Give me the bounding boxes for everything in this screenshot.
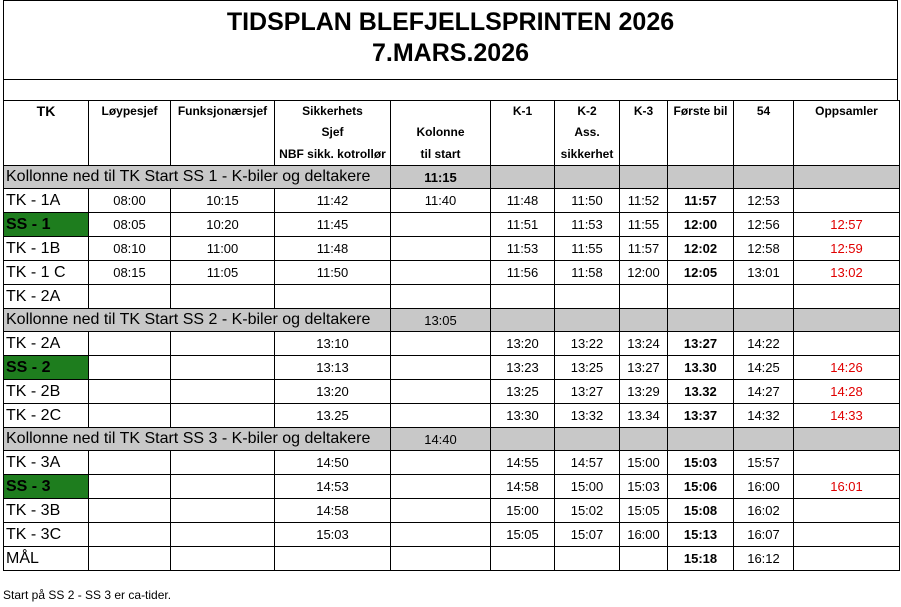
k1-cell	[491, 285, 555, 309]
table-row	[4, 404, 900, 428]
kolonne-cell	[391, 523, 491, 547]
loypesjef-cell: 08:15	[89, 261, 171, 285]
c54-cell	[734, 285, 794, 309]
group-cell	[620, 428, 668, 451]
schedule-table	[3, 100, 900, 571]
group-cell	[734, 166, 794, 189]
group-label: Kollonne ned til TK Start SS 2 - K-biler og deltakere	[4, 309, 391, 332]
k1-cell: 15:05	[491, 523, 555, 547]
group-cell	[734, 309, 794, 332]
sikkerhet-cell: 13:10	[275, 332, 391, 356]
funksjonaersjef-cell	[171, 380, 275, 404]
group-cell	[734, 428, 794, 451]
k1-cell: 13:25	[491, 380, 555, 404]
k1-cell	[491, 547, 555, 571]
c54-cell: 15:57	[734, 451, 794, 475]
group-cell	[620, 309, 668, 332]
sikkerhet-cell: 14:50	[275, 451, 391, 475]
group-row	[4, 166, 900, 189]
funksjonaersjef-cell	[171, 547, 275, 571]
k2-cell: 13:25	[555, 356, 620, 380]
header-til-start: til start	[391, 143, 491, 166]
k2-cell: 11:58	[555, 261, 620, 285]
forste-bil-cell: 13.32	[668, 380, 734, 404]
header-ass: Ass.	[555, 121, 620, 143]
k3-cell: 13.34	[620, 404, 668, 428]
table-row	[4, 285, 900, 309]
k3-cell: 11:57	[620, 237, 668, 261]
oppsamler-cell: 16:01	[794, 475, 900, 499]
group-row	[4, 309, 900, 332]
oppsamler-cell	[794, 547, 900, 571]
kolonne-cell	[391, 332, 491, 356]
header-tk: TK	[4, 101, 89, 122]
group-cell	[491, 428, 555, 451]
table-row	[4, 213, 900, 237]
header-kolonne-blank	[391, 101, 491, 122]
kolonne-cell	[391, 213, 491, 237]
table-row	[4, 451, 900, 475]
group-row	[4, 428, 900, 451]
tk-cell: SS - 1	[4, 213, 89, 237]
loypesjef-cell: 08:10	[89, 237, 171, 261]
forste-bil-cell: 12:05	[668, 261, 734, 285]
table-row	[4, 475, 900, 499]
group-cell	[668, 428, 734, 451]
table-row	[4, 499, 900, 523]
group-kolonne-time: 11:15	[391, 166, 491, 189]
funksjonaersjef-cell	[171, 404, 275, 428]
forste-bil-cell: 13.30	[668, 356, 734, 380]
group-cell	[491, 166, 555, 189]
tk-cell: TK - 3C	[4, 523, 89, 547]
header-loypesjef: Løypesjef	[89, 101, 171, 122]
tk-cell: TK - 2A	[4, 285, 89, 309]
table-row	[4, 380, 900, 404]
kolonne-cell	[391, 499, 491, 523]
group-cell	[555, 309, 620, 332]
loypesjef-cell	[89, 547, 171, 571]
oppsamler-cell	[794, 523, 900, 547]
k1-cell: 11:51	[491, 213, 555, 237]
header-sikkerhets: Sikkerhets	[275, 101, 391, 122]
oppsamler-cell	[794, 189, 900, 213]
oppsamler-cell: 13:02	[794, 261, 900, 285]
kolonne-cell	[391, 380, 491, 404]
sikkerhet-cell: 13:13	[275, 356, 391, 380]
forste-bil-cell: 12:02	[668, 237, 734, 261]
k1-cell: 15:00	[491, 499, 555, 523]
funksjonaersjef-cell: 11:05	[171, 261, 275, 285]
forste-bil-cell: 15:03	[668, 451, 734, 475]
oppsamler-cell	[794, 451, 900, 475]
kolonne-cell	[391, 285, 491, 309]
funksjonaersjef-cell	[171, 332, 275, 356]
schedule-sheet	[3, 0, 898, 571]
kolonne-cell	[391, 261, 491, 285]
table-row	[4, 189, 900, 213]
forste-bil-cell	[668, 285, 734, 309]
header-k1: K-1	[491, 101, 555, 122]
c54-cell: 14:25	[734, 356, 794, 380]
sikkerhet-cell: 15:03	[275, 523, 391, 547]
k3-cell: 13:24	[620, 332, 668, 356]
loypesjef-cell: 08:00	[89, 189, 171, 213]
c54-cell: 14:32	[734, 404, 794, 428]
oppsamler-cell: 14:28	[794, 380, 900, 404]
k2-cell: 13:32	[555, 404, 620, 428]
kolonne-cell	[391, 404, 491, 428]
header-k3: K-3	[620, 101, 668, 122]
sikkerhet-cell: 11:50	[275, 261, 391, 285]
table-row	[4, 523, 900, 547]
k2-cell	[555, 547, 620, 571]
group-cell	[668, 166, 734, 189]
loypesjef-cell	[89, 523, 171, 547]
k3-cell: 15:05	[620, 499, 668, 523]
header-forste-bil: Første bil	[668, 101, 734, 122]
table-row	[4, 332, 900, 356]
group-label: Kollonne ned til TK Start SS 1 - K-biler og deltakere	[4, 166, 391, 189]
forste-bil-cell: 13:27	[668, 332, 734, 356]
group-cell	[620, 166, 668, 189]
kolonne-cell: 11:40	[391, 189, 491, 213]
sikkerhet-cell: 11:48	[275, 237, 391, 261]
forste-bil-cell: 11:57	[668, 189, 734, 213]
k3-cell: 16:00	[620, 523, 668, 547]
sikkerhet-cell: 11:42	[275, 189, 391, 213]
header-row-3	[4, 143, 900, 166]
header-funksjonaersjef: Funksjonærsjef	[171, 101, 275, 122]
k3-cell: 15:03	[620, 475, 668, 499]
tk-cell: TK - 3B	[4, 499, 89, 523]
loypesjef-cell	[89, 499, 171, 523]
loypesjef-cell	[89, 404, 171, 428]
funksjonaersjef-cell	[171, 499, 275, 523]
forste-bil-cell: 15:18	[668, 547, 734, 571]
tk-cell: TK - 1B	[4, 237, 89, 261]
oppsamler-cell: 14:33	[794, 404, 900, 428]
loypesjef-cell	[89, 451, 171, 475]
table-row	[4, 356, 900, 380]
funksjonaersjef-cell: 10:20	[171, 213, 275, 237]
k1-cell: 11:56	[491, 261, 555, 285]
funksjonaersjef-cell: 11:00	[171, 237, 275, 261]
c54-cell: 12:56	[734, 213, 794, 237]
title-box	[3, 0, 898, 79]
tk-cell: TK - 2C	[4, 404, 89, 428]
oppsamler-cell	[794, 332, 900, 356]
forste-bil-cell: 13:37	[668, 404, 734, 428]
k3-cell: 15:00	[620, 451, 668, 475]
group-kolonne-time: 13:05	[391, 309, 491, 332]
page-subtitle: 7.MARS.2026	[371, 39, 530, 67]
c54-cell: 16:12	[734, 547, 794, 571]
tk-cell: SS - 2	[4, 356, 89, 380]
spacer-row	[3, 79, 898, 100]
forste-bil-cell: 12:00	[668, 213, 734, 237]
header-nbf: NBF sikk. kotrollør	[275, 143, 391, 166]
k1-cell: 14:55	[491, 451, 555, 475]
loypesjef-cell	[89, 475, 171, 499]
group-label: Kollonne ned til TK Start SS 3 - K-biler og deltakere	[4, 428, 391, 451]
k3-cell: 12:00	[620, 261, 668, 285]
k2-cell: 15:07	[555, 523, 620, 547]
header-sjef: Sjef	[275, 121, 391, 143]
tk-cell: SS - 3	[4, 475, 89, 499]
sikkerhet-cell: 13:20	[275, 380, 391, 404]
tk-cell: MÅL	[4, 547, 89, 571]
k2-cell: 14:57	[555, 451, 620, 475]
k2-cell: 15:02	[555, 499, 620, 523]
group-kolonne-time: 14:40	[391, 428, 491, 451]
k2-cell: 15:00	[555, 475, 620, 499]
oppsamler-cell: 12:59	[794, 237, 900, 261]
kolonne-cell	[391, 356, 491, 380]
kolonne-cell	[391, 475, 491, 499]
group-cell	[794, 309, 900, 332]
c54-cell: 16:07	[734, 523, 794, 547]
tk-cell: TK - 2A	[4, 332, 89, 356]
table-row	[4, 547, 900, 571]
funksjonaersjef-cell	[171, 475, 275, 499]
kolonne-cell	[391, 547, 491, 571]
k2-cell: 11:53	[555, 213, 620, 237]
oppsamler-cell: 14:26	[794, 356, 900, 380]
kolonne-cell	[391, 237, 491, 261]
forste-bil-cell: 15:08	[668, 499, 734, 523]
k3-cell: 13:27	[620, 356, 668, 380]
group-cell	[794, 428, 900, 451]
k1-cell: 11:53	[491, 237, 555, 261]
oppsamler-cell	[794, 285, 900, 309]
page-title: TIDSPLAN BLEFJELLSPRINTEN 2026	[226, 8, 675, 36]
c54-cell: 14:27	[734, 380, 794, 404]
sikkerhet-cell	[275, 547, 391, 571]
sikkerhet-cell	[275, 285, 391, 309]
k2-cell: 11:55	[555, 237, 620, 261]
loypesjef-cell	[89, 332, 171, 356]
sikkerhet-cell: 11:45	[275, 213, 391, 237]
header-row	[4, 101, 900, 122]
k3-cell: 11:52	[620, 189, 668, 213]
k2-cell: 13:22	[555, 332, 620, 356]
k3-cell: 13:29	[620, 380, 668, 404]
k3-cell	[620, 547, 668, 571]
c54-cell: 12:53	[734, 189, 794, 213]
c54-cell: 16:02	[734, 499, 794, 523]
header-row-2	[4, 121, 900, 143]
k1-cell: 14:58	[491, 475, 555, 499]
forste-bil-cell: 15:06	[668, 475, 734, 499]
header-sikkerhet: sikkerhet	[555, 143, 620, 166]
header-k2: K-2	[555, 101, 620, 122]
funksjonaersjef-cell: 10:15	[171, 189, 275, 213]
loypesjef-cell	[89, 285, 171, 309]
c54-cell: 14:22	[734, 332, 794, 356]
c54-cell: 16:00	[734, 475, 794, 499]
group-cell	[668, 309, 734, 332]
c54-cell: 12:58	[734, 237, 794, 261]
loypesjef-cell: 08:05	[89, 213, 171, 237]
funksjonaersjef-cell	[171, 451, 275, 475]
table-row	[4, 237, 900, 261]
group-cell	[794, 166, 900, 189]
tk-cell: TK - 2B	[4, 380, 89, 404]
k3-cell	[620, 285, 668, 309]
funksjonaersjef-cell	[171, 356, 275, 380]
tk-cell: TK - 3A	[4, 451, 89, 475]
group-cell	[555, 166, 620, 189]
funksjonaersjef-cell	[171, 523, 275, 547]
footnote: Start på SS 2 - SS 3 er ca-tider.	[3, 588, 172, 602]
group-cell	[491, 309, 555, 332]
header-54: 54	[734, 101, 794, 122]
sikkerhet-cell: 14:58	[275, 499, 391, 523]
sikkerhet-cell: 14:53	[275, 475, 391, 499]
sikkerhet-cell: 13.25	[275, 404, 391, 428]
k2-cell: 11:50	[555, 189, 620, 213]
header-oppsamler: Oppsamler	[794, 101, 900, 122]
kolonne-cell	[391, 451, 491, 475]
loypesjef-cell	[89, 356, 171, 380]
k3-cell: 11:55	[620, 213, 668, 237]
forste-bil-cell: 15:13	[668, 523, 734, 547]
header-kolonne: Kolonne	[391, 121, 491, 143]
loypesjef-cell	[89, 380, 171, 404]
c54-cell: 13:01	[734, 261, 794, 285]
k1-cell: 13:23	[491, 356, 555, 380]
tk-cell: TK - 1A	[4, 189, 89, 213]
funksjonaersjef-cell	[171, 285, 275, 309]
k1-cell: 13:20	[491, 332, 555, 356]
oppsamler-cell: 12:57	[794, 213, 900, 237]
k2-cell	[555, 285, 620, 309]
table-row	[4, 261, 900, 285]
oppsamler-cell	[794, 499, 900, 523]
k1-cell: 13:30	[491, 404, 555, 428]
tk-cell: TK - 1 C	[4, 261, 89, 285]
k1-cell: 11:48	[491, 189, 555, 213]
group-cell	[555, 428, 620, 451]
k2-cell: 13:27	[555, 380, 620, 404]
